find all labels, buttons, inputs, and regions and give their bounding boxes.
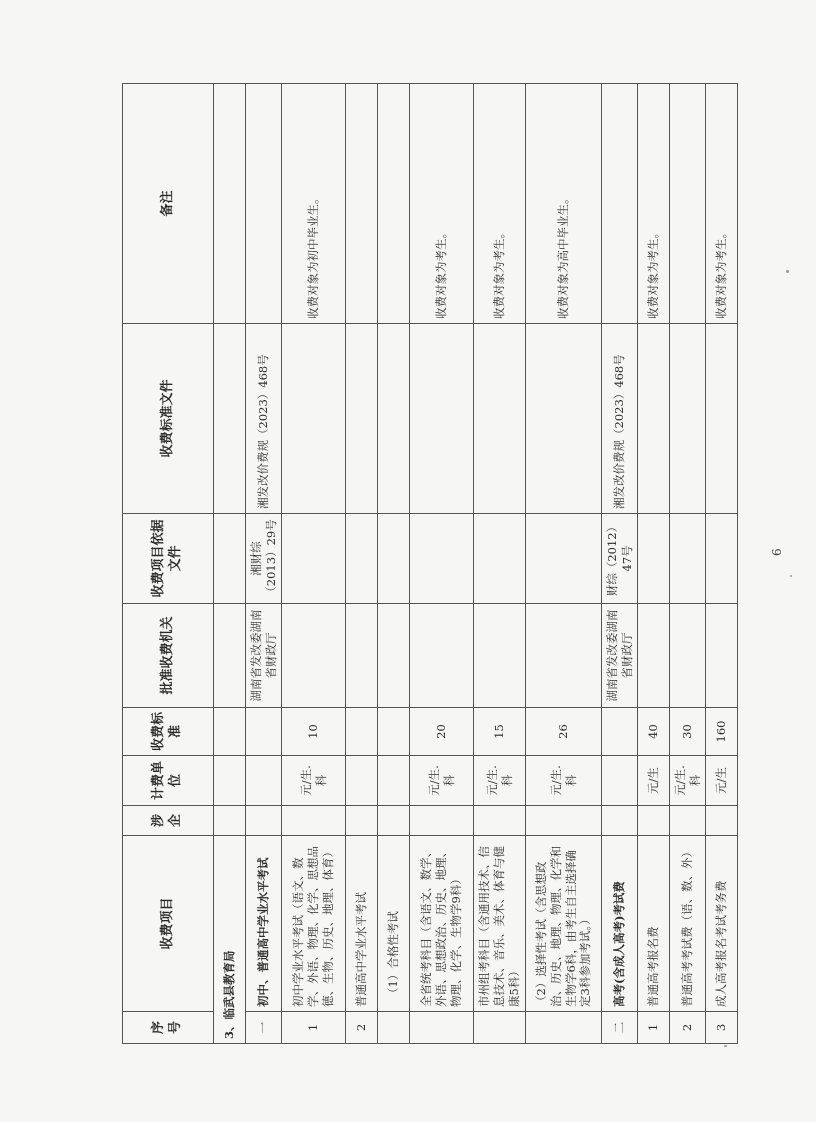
table-row (638, 84, 670, 1044)
header-involves-enterprise: 涉企 (123, 806, 214, 836)
scan-speck (724, 1045, 727, 1047)
table-row (670, 84, 706, 1044)
cell-remarks: 收费对象为考生。 (638, 84, 670, 324)
cell-unit: 元/生.科 (474, 756, 526, 806)
header-seq: 序号 (123, 1012, 214, 1044)
cell-unit (246, 756, 282, 806)
cell-unit: 元/生.科 (526, 756, 602, 806)
cell-unit: 元/生.科 (670, 756, 706, 806)
cell-seq: 2 (346, 1012, 378, 1044)
cell-item: 普通高考报名费 (638, 836, 670, 1012)
cell-standard: 15 (474, 708, 526, 756)
header-unit: 计费单位 (123, 756, 214, 806)
table-row (526, 84, 602, 1044)
page-number: 6 (770, 548, 784, 556)
cell-unit: 元/生 (638, 756, 670, 806)
cell-standard (602, 708, 638, 756)
cell-standard: 160 (706, 708, 738, 756)
cell-remarks: 收费对象为考生。 (706, 84, 738, 324)
cell-authority: 湖南省发改委湖南省财政厅 (246, 604, 282, 708)
scan-speck (790, 575, 792, 577)
cell-item: 普通高中学业水平考试 (346, 836, 378, 1012)
cell-remarks (602, 84, 638, 324)
header-basis-doc: 收费项目依据文件 (123, 514, 214, 604)
scan-speck (786, 270, 789, 273)
cell-seq: 1 (282, 1012, 346, 1044)
cell-item: 成人高考报名考试考务费 (706, 836, 738, 1012)
cell-unit: 元/生.科 (282, 756, 346, 806)
cell-item: 初中学业水平考试（语文、数学、外语、物理、化学、思想品德、生物、历史、地理、体育） (282, 836, 346, 1012)
table-row (410, 84, 474, 1044)
cell-standard: 40 (638, 708, 670, 756)
table-row (602, 84, 638, 1044)
cell-seq: 1 (638, 1012, 670, 1044)
cell-remarks: 收费对象为高中毕业生。 (526, 84, 602, 324)
table-row (474, 84, 526, 1044)
header-standard-doc: 收费标准文件 (123, 324, 214, 514)
cell-item: 高考(含成人高考)考试费 (602, 836, 638, 1012)
cell-seq: 3 (706, 1012, 738, 1044)
table-row (246, 84, 282, 1044)
cell-item: （1）合格性考试 (378, 836, 410, 1012)
section-title: 3、临武县教育局 (214, 836, 246, 1044)
cell-item: 初中、普通高中学业水平考试 (246, 836, 282, 1012)
cell-item: 市州组考科目（含通用技术、信息技术、音乐、美术、体育与健康5科） (474, 836, 526, 1012)
cell-remarks: 收费对象为初中毕业生。 (282, 84, 346, 324)
cell-remarks (246, 84, 282, 324)
cell-unit: 元/生.科 (410, 756, 474, 806)
cell-standard: 30 (670, 708, 706, 756)
header-standard: 收费标准 (123, 708, 214, 756)
cell-standard: 10 (282, 708, 346, 756)
cell-authority: 湖南省发改委湖南省财政厅 (602, 604, 638, 708)
cell-standard: 26 (526, 708, 602, 756)
header-remarks: 备注 (123, 84, 214, 324)
table-row (282, 84, 346, 1044)
cell-remarks: 收费对象为考生。 (474, 84, 526, 324)
header-row (123, 84, 214, 1044)
cell-remarks (670, 84, 706, 324)
cell-seq: 一 (246, 1012, 282, 1044)
table-row (706, 84, 738, 1044)
table-row (346, 84, 378, 1044)
section-row (214, 84, 246, 1044)
cell-standard-doc: 湘发改价费规（2023）468号 (246, 324, 282, 514)
table-row (378, 84, 410, 1044)
cell-basis-doc: 湘财综（2013）29号 (246, 514, 282, 604)
cell-standard (246, 708, 282, 756)
fee-table (122, 83, 738, 1044)
cell-standard-doc: 湘发改价费规（2023）468号 (602, 324, 638, 514)
cell-item: （2）选择性考试（含思想政治、历史、地理、物理、化学和生物学6科，由考生自主选择确定3科参加考试。） (526, 836, 602, 1012)
cell-seq: 2 (670, 1012, 706, 1044)
cell-remarks: 收费对象为考生。 (410, 84, 474, 324)
header-authority: 批准收费机关 (123, 604, 214, 708)
header-item: 收费项目 (123, 836, 214, 1012)
cell-basis-doc: 财综（2012）47号 (602, 514, 638, 604)
cell-item: 普通高考考试费（语、数、外） (670, 836, 706, 1012)
cell-unit (602, 756, 638, 806)
cell-standard: 20 (410, 708, 474, 756)
cell-seq: 二 (602, 1012, 638, 1044)
cell-unit: 元/生 (706, 756, 738, 806)
cell-item: 全省统考科目（含语文、数学、外语、思想政治、历史、地理、物理、化学、生物学9科） (410, 836, 474, 1012)
